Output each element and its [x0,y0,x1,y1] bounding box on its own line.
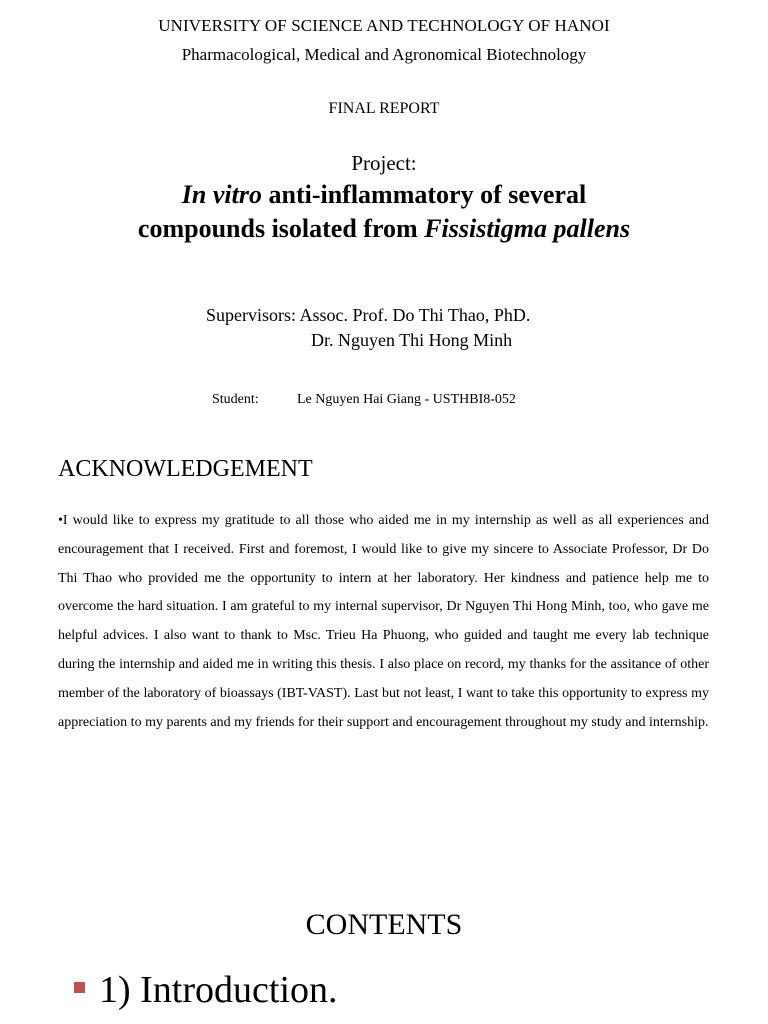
supervisors-line-2: Dr. Nguyen Thi Hong Minh [311,330,513,350]
student-value: Le Nguyen Hai Giang - USTHBI8-052 [297,392,516,407]
square-bullet-icon [74,982,85,993]
acknowledgement-heading: ACKNOWLEDGEMENT [58,456,313,482]
supervisors-line-1: Supervisors: Assoc. Prof. Do Thi Thao, PhD. [206,305,531,325]
project-title [134,178,634,246]
department-name: Pharmacological, Medical and Agronomical Biotechnology [181,45,587,64]
acknowledgement-body: •I would like to express my gratitude to all those who aided me in my internship as well as all experiences and encouragement that I received. First and foremost, I would like to give my sincere to Associate Professor, Dr Do Thi Thao who provided me the opportunity to intern at her laboratory. Her kindness and patience help me to overcome the hard situation. I am grateful to my internal supervisor, Dr Nguyen Thi Hong Minh, too, who gave me helpful advices. I also want to thank to Msc. Trieu Ha Phuong, who guided and taught me every lab technique during the internship and aided me in writing this thesis. I also place on record, my thanks for the assitance of other member of the laboratory of bioassays (IBT-VAST). Last but not least, I want to take this opportunity to express my appreciation to my parents and my friends for their support and encouragement throughout my study and internship. [58,513,709,730]
project-title-italic-start: In vitro [181,180,262,209]
toc-item-label: 1) Introduction. [99,969,338,1011]
project-title-main: anti-inflammatory of several compounds isolated from [137,180,587,243]
toc-item-introduction [74,968,338,1012]
report-type: FINAL REPORT [328,100,440,117]
university-name: UNIVERSITY OF SCIENCE AND TECHNOLOGY OF HANOI [158,16,610,35]
project-label: Project: [351,151,417,175]
project-title-italic-end: Fissistigma pallens [424,214,631,243]
contents-heading: CONTENTS [305,908,463,941]
student-label: Student: [212,392,259,407]
